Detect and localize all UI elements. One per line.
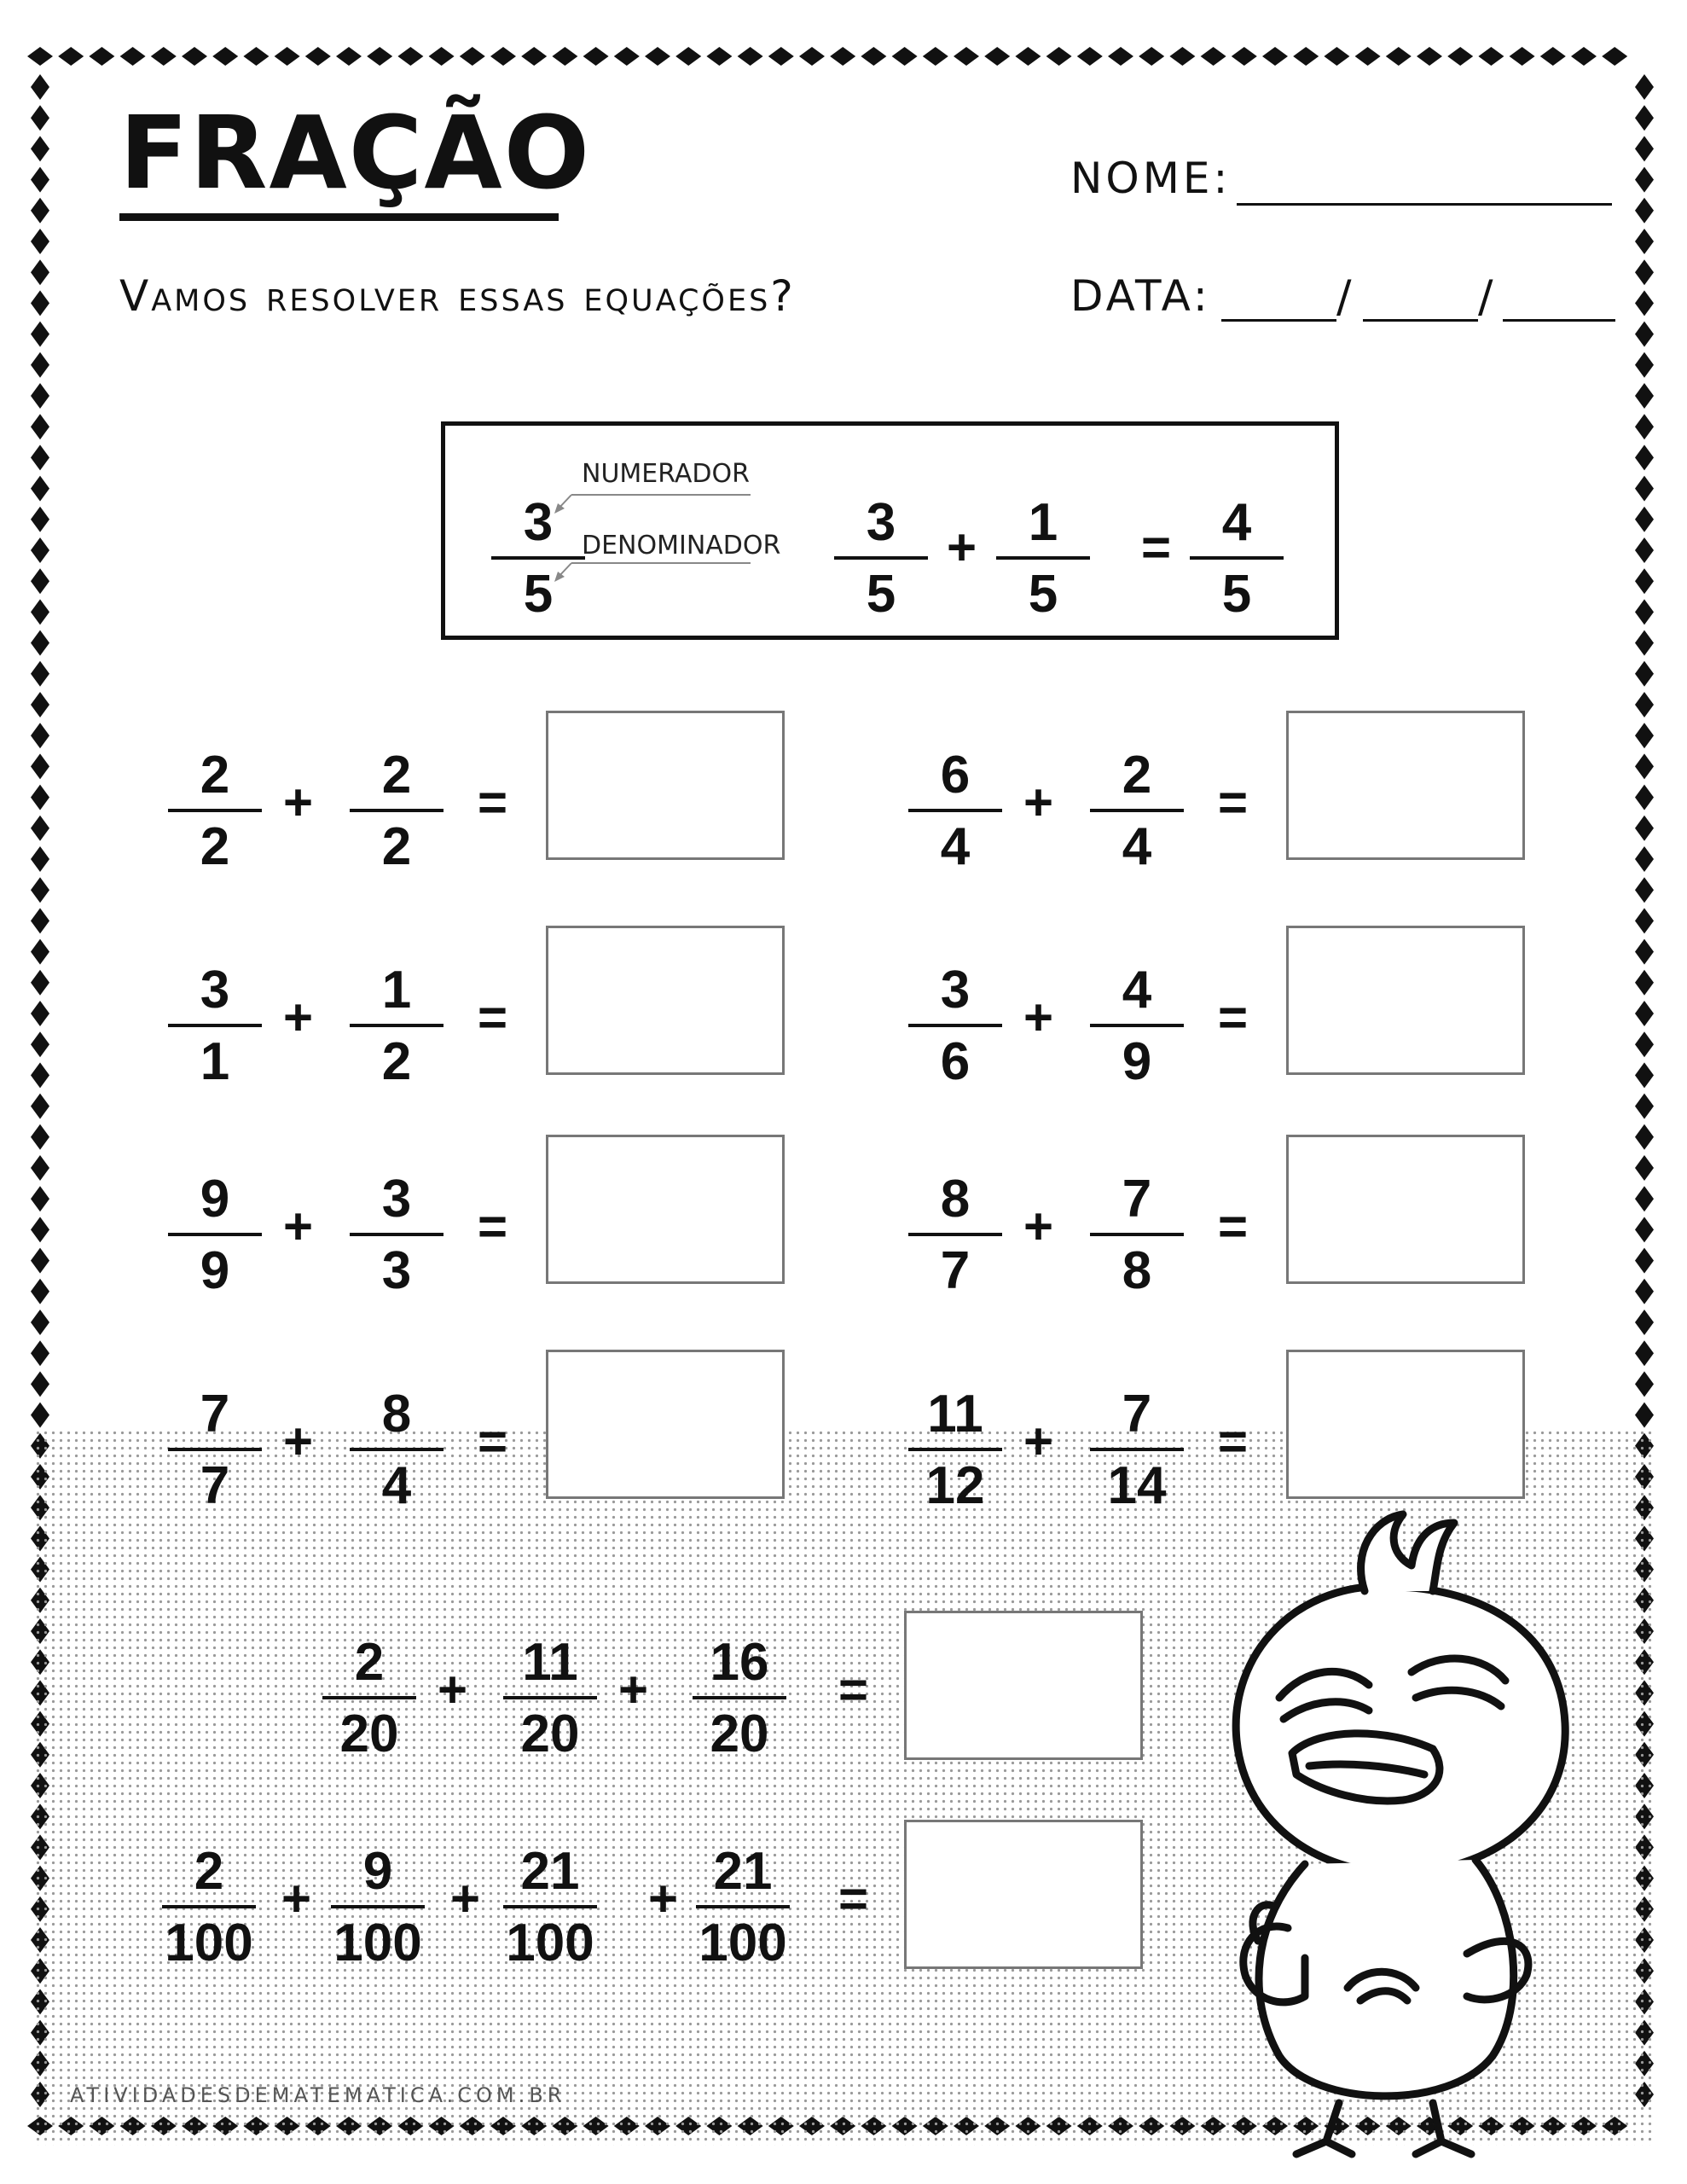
website-credit: ATIVIDADESDEMATEMATICA.COM.BR	[70, 2083, 566, 2107]
name-field[interactable]	[1237, 203, 1612, 206]
equals-operator: =	[838, 1661, 869, 1718]
equals-operator: =	[478, 1198, 508, 1255]
answer-box[interactable]	[1286, 1350, 1525, 1499]
answer-box[interactable]	[904, 1611, 1143, 1760]
page-title: FRAÇÃO	[119, 94, 592, 212]
fraction-term: 7 8	[1090, 1173, 1184, 1298]
date-separator: /	[1478, 271, 1493, 322]
date-separator: /	[1336, 271, 1352, 322]
plus-operator: +	[618, 1661, 649, 1718]
plus-operator: +	[283, 1413, 314, 1470]
date-day-field[interactable]	[1221, 319, 1336, 322]
fraction-term: 9 9	[168, 1173, 262, 1298]
answer-box[interactable]	[1286, 926, 1525, 1075]
example-term-a: 3 5	[834, 497, 928, 621]
fraction-term: 8 7	[908, 1173, 1002, 1298]
plus-operator: +	[283, 989, 314, 1046]
fraction-term: 7 7	[168, 1388, 262, 1513]
date-month-field[interactable]	[1363, 319, 1478, 322]
equals-operator: =	[478, 989, 508, 1046]
answer-box[interactable]	[546, 926, 785, 1075]
equals-operator: =	[838, 1870, 869, 1927]
date-year-field[interactable]	[1503, 319, 1615, 322]
equals-operator: =	[1218, 1413, 1249, 1470]
example-fraction: 3 5	[491, 497, 585, 621]
equals-operator: =	[478, 1413, 508, 1470]
fraction-term: 9 100	[331, 1845, 425, 1970]
subtitle: Vamos resolver essas equações?	[119, 271, 796, 321]
plus-operator: +	[283, 1198, 314, 1255]
answer-box[interactable]	[1286, 1135, 1525, 1284]
answer-box[interactable]	[546, 1135, 785, 1284]
fraction-term: 2 2	[350, 749, 443, 874]
fraction-term: 11 20	[503, 1636, 597, 1761]
fraction-term: 3 6	[908, 964, 1002, 1089]
plus-operator: +	[450, 1870, 481, 1927]
fraction-term: 21 100	[503, 1845, 597, 1970]
equals-operator: =	[1141, 519, 1172, 576]
fraction-term: 1 2	[350, 964, 443, 1089]
fraction-term: 11 12	[908, 1388, 1002, 1513]
date-label: DATA:	[1070, 271, 1211, 321]
example-term-b: 1 5	[996, 497, 1090, 621]
answer-box[interactable]	[904, 1820, 1143, 1969]
plus-operator: +	[1023, 989, 1054, 1046]
title-underline	[119, 213, 559, 221]
fraction-term: 2 20	[322, 1636, 416, 1761]
plus-operator: +	[947, 519, 977, 576]
plus-operator: +	[283, 774, 314, 831]
answer-box[interactable]	[1286, 711, 1525, 860]
fraction-term: 6 4	[908, 749, 1002, 874]
plus-operator: +	[438, 1661, 468, 1718]
equals-operator: =	[1218, 774, 1249, 831]
equals-operator: =	[1218, 989, 1249, 1046]
denominator-label: DENOMINADOR	[582, 531, 781, 561]
fraction-term: 3 3	[350, 1173, 443, 1298]
numerator-label: NUMERADOR	[582, 459, 750, 489]
fraction-term: 2 2	[168, 749, 262, 874]
fraction-term: 3 1	[168, 964, 262, 1089]
fraction-term: 2 4	[1090, 749, 1184, 874]
chick-mascot-icon	[1177, 1484, 1620, 2158]
equals-operator: =	[478, 774, 508, 831]
example-result: 4 5	[1190, 497, 1284, 621]
plus-operator: +	[1023, 774, 1054, 831]
answer-box[interactable]	[546, 1350, 785, 1499]
label-arrows-icon	[553, 478, 757, 589]
equals-operator: =	[1218, 1198, 1249, 1255]
plus-operator: +	[281, 1870, 312, 1927]
answer-box[interactable]	[546, 711, 785, 860]
fraction-term: 4 9	[1090, 964, 1184, 1089]
plus-operator: +	[648, 1870, 679, 1927]
name-label: NOME:	[1070, 154, 1232, 203]
plus-operator: +	[1023, 1198, 1054, 1255]
fraction-term: 16 20	[693, 1636, 786, 1761]
plus-operator: +	[1023, 1413, 1054, 1470]
fraction-term: 21 100	[696, 1845, 790, 1970]
fraction-term: 8 4	[350, 1388, 443, 1513]
fraction-term: 7 14	[1090, 1388, 1184, 1513]
fraction-term: 2 100	[162, 1845, 256, 1970]
